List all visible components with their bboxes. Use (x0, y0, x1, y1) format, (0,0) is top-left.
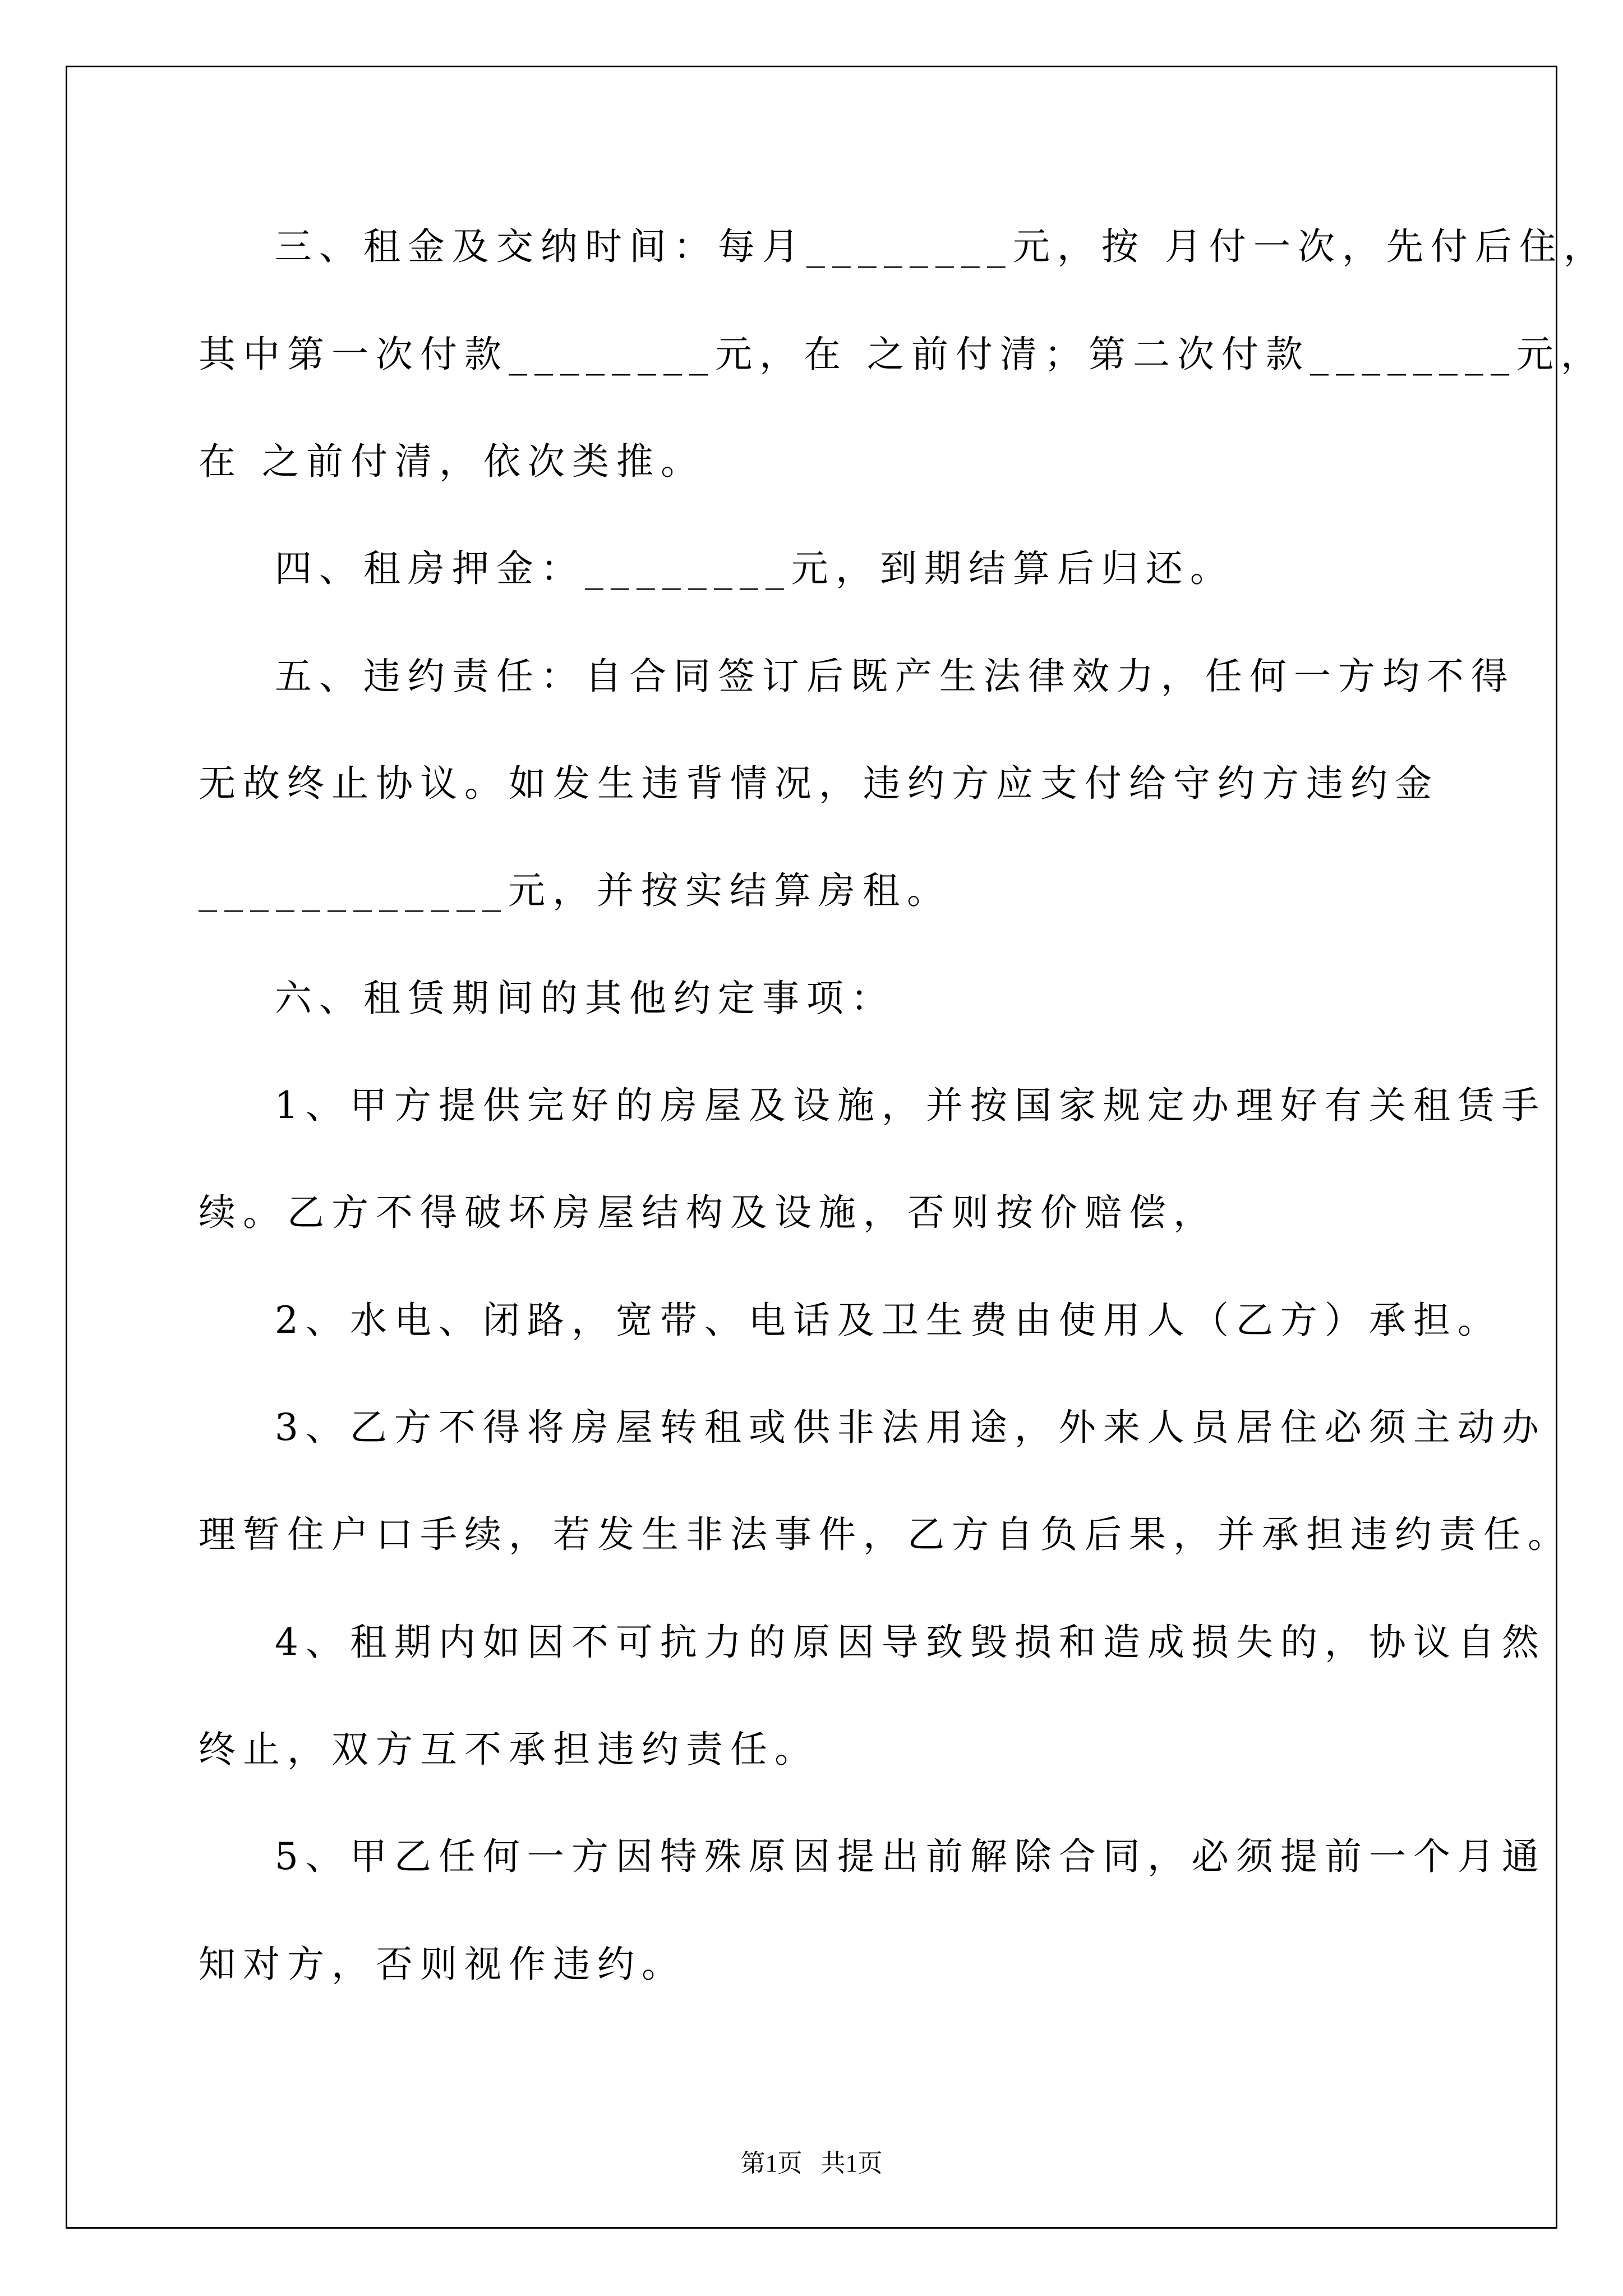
text-line: 5、甲乙任何一方因特殊原因提出前解除合同，必须提前一个月通 (199, 1835, 1546, 1878)
text-line: 五、违约责任：自合同签订后既产生法律效力，任何一方均不得 (199, 655, 1515, 698)
text-line: 1、甲方提供完好的房屋及设施，并按国家规定办理好有关租赁手 (199, 1084, 1546, 1127)
text-line: 无故终止协议。如发生违背情况，违约方应支付给守约方违约金 (199, 762, 1439, 805)
text-line: 六、租赁期间的其他约定事项： (199, 977, 895, 1020)
page-border (66, 66, 1557, 2229)
text-line: 4、租期内如因不可抗力的原因导致毁损和造成损失的，协议自然 (199, 1621, 1546, 1664)
text-line: 其中第一次付款________元，在 之前付清；第二次付款________元， (199, 333, 1605, 376)
text-line: 在 之前付清，依次类推。 (199, 440, 705, 483)
text-line: 3、乙方不得将房屋转租或供非法用途，外来人员居住必须主动办 (199, 1406, 1546, 1449)
text-line: 三、租金及交纳时间：每月________元，按 月付一次，先付后住， (199, 225, 1608, 268)
page-footer: 第1页 共1页 (740, 2150, 883, 2177)
text-line: 续。乙方不得破坏房屋结构及设施，否则按价赔偿， (199, 1191, 1218, 1234)
text-line: ____________元，并按实结算房租。 (199, 869, 951, 912)
text-line: 理暂住户口手续，若发生非法事件，乙方自负后果，并承担违约责任。 (199, 1513, 1572, 1556)
text-line: 2、水电、闭路，宽带、电话及卫生费由使用人（乙方）承担。 (199, 1299, 1502, 1342)
text-line: 四、租房押金：________元，到期结算后归还。 (199, 547, 1234, 590)
text-line: 知对方，否则视作违约。 (199, 1943, 686, 1986)
text-line: 终止，双方互不承担违约责任。 (199, 1728, 819, 1771)
